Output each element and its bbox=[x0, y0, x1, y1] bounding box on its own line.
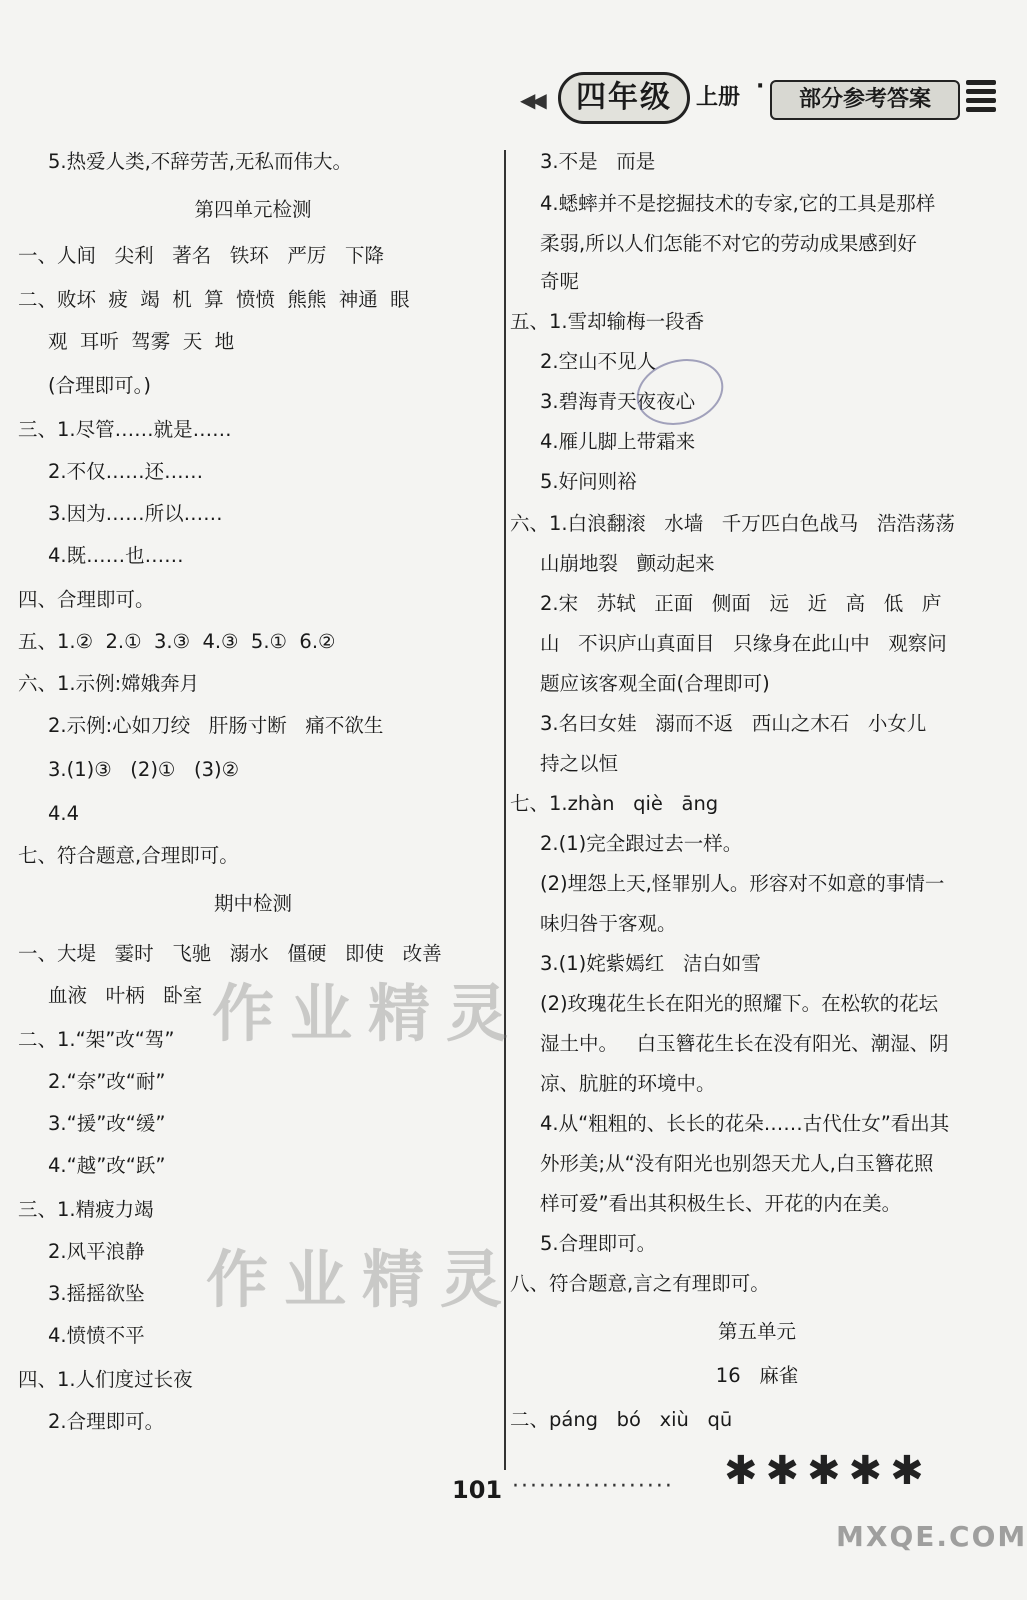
stars-decoration-icon: ✱✱✱✱✱ bbox=[724, 1448, 932, 1494]
answer-line: 3.名曰女娃 溺而不返 西山之木石 小女儿 bbox=[540, 712, 927, 735]
answer-line: 味归咎于客观。 bbox=[540, 912, 677, 935]
answer-line: 4.蟋蟀并不是挖掘技术的专家,它的工具是那样 bbox=[540, 192, 936, 215]
answer-line: 一、大堤 霎时 飞驰 溺水 僵硬 即使 改善 bbox=[18, 942, 442, 965]
answer-line: 山 不识庐山真面目 只缘身在此山中 观察问 bbox=[540, 632, 947, 655]
answer-line: 持之以恒 bbox=[540, 752, 619, 775]
answer-line: 外形美;从“没有阳光也别怨天尤人,白玉簪花照 bbox=[540, 1152, 934, 1175]
grade-badge: 四年级 bbox=[558, 72, 690, 124]
page-header bbox=[520, 70, 996, 130]
answer-line: 五、1.雪却输梅一段香 bbox=[510, 310, 705, 333]
answer-line: 5.热爱人类,不辞劳苦,无私而伟大。 bbox=[48, 150, 353, 173]
answer-line: 四、1.人们度过长夜 bbox=[18, 1368, 193, 1391]
answer-line: 3.因为……所以…… bbox=[48, 502, 223, 525]
answer-line: 凉、肮脏的环境中。 bbox=[540, 1072, 716, 1095]
answer-line: 观 耳听 驾雾 天 地 bbox=[48, 330, 235, 353]
answer-line: 4.雁儿脚上带霜来 bbox=[540, 430, 696, 453]
answer-line: 山崩地裂 颤动起来 bbox=[540, 552, 715, 575]
answer-line: 2.“奈”改“耐” bbox=[48, 1070, 166, 1093]
answer-line: 3.(1)姹紫嫣红 洁白如雪 bbox=[540, 952, 761, 975]
answer-line: 2.示例:心如刀绞 肝肠寸断 痛不欲生 bbox=[48, 714, 384, 737]
answer-line: 血液 叶柄 卧室 bbox=[48, 984, 203, 1007]
answer-line: (2)埋怨上天,怪罪别人。形容对不如意的事情一 bbox=[540, 872, 945, 895]
answer-line: 5.合理即可。 bbox=[540, 1232, 657, 1255]
answer-line: 一、人间 尖利 著名 铁环 严厉 下降 bbox=[18, 244, 384, 267]
watermark: 作业精灵 bbox=[212, 977, 525, 1050]
answer-line: 3.不是 而是 bbox=[540, 150, 656, 173]
answer-line: 湿土中。 白玉簪花生长在没有阳光、潮湿、阴 bbox=[540, 1032, 949, 1055]
footer-dots: ·················· bbox=[512, 1474, 674, 1499]
answer-line: 2.合理即可。 bbox=[48, 1410, 165, 1433]
answer-line: 3.摇摇欲坠 bbox=[48, 1282, 145, 1305]
section-heading: 第五单元 bbox=[717, 1320, 796, 1343]
answer-line: 六、1.示例:嫦娥奔月 bbox=[18, 672, 200, 695]
section-heading: 16 麻雀 bbox=[715, 1364, 799, 1387]
volume-label: 上册 bbox=[696, 85, 741, 110]
answer-line: 柔弱,所以人们怎能不对它的劳动成果感到好 bbox=[540, 232, 917, 255]
answer-line: 三、1.尽管……就是…… bbox=[18, 418, 232, 441]
page-number: 101 bbox=[452, 1476, 503, 1504]
double-arrow-left-icon: ◀◀ bbox=[520, 88, 543, 112]
site-watermark: MXQE.COM bbox=[836, 1520, 1027, 1553]
answer-line: 4.4 bbox=[48, 802, 80, 825]
answer-line: (2)玫瑰花生长在阳光的照耀下。在松软的花坛 bbox=[540, 992, 939, 1015]
answer-line: 4.既……也…… bbox=[48, 544, 184, 567]
section-heading: 第四单元检测 bbox=[194, 198, 312, 221]
answer-title-badge: 部分参考答案 bbox=[770, 80, 960, 120]
section-heading: 期中检测 bbox=[213, 892, 292, 915]
stripes-icon bbox=[966, 76, 996, 122]
answer-line: 五、1.② 2.① 3.③ 4.③ 5.① 6.② bbox=[18, 630, 336, 653]
answer-line: 四、合理即可。 bbox=[18, 588, 155, 611]
answer-line: 七、1.zhàn qiè āng bbox=[510, 792, 719, 815]
answer-line: 4.愤愤不平 bbox=[48, 1324, 145, 1347]
answer-line: 八、符合题意,言之有理即可。 bbox=[510, 1272, 770, 1295]
answer-line: 样可爱”看出其积极生长、开花的内在美。 bbox=[540, 1192, 902, 1215]
answer-line: 二、1.“架”改“驾” bbox=[18, 1028, 175, 1051]
answer-line: 二、败坏 疲 竭 机 算 愤愤 熊熊 神通 眼 bbox=[18, 288, 410, 311]
answer-line: 二、páng bó xiù qū bbox=[510, 1408, 733, 1431]
answer-line: 3.碧海青天夜夜心 bbox=[540, 390, 696, 413]
watermark: 作业精灵 bbox=[206, 1243, 519, 1316]
answer-line: 3.“援”改“缓” bbox=[48, 1112, 166, 1135]
answer-line: 3.(1)③ (2)① (3)② bbox=[48, 758, 240, 781]
answer-line: 2.风平浪静 bbox=[48, 1240, 145, 1263]
answer-line: 三、1.精疲力竭 bbox=[18, 1198, 154, 1221]
answer-line: 奇呢 bbox=[540, 270, 580, 293]
answer-line: 2.空山不见人 bbox=[540, 350, 657, 373]
answer-line: (合理即可。) bbox=[48, 374, 151, 397]
answer-line: 2.不仅……还…… bbox=[48, 460, 204, 483]
answer-line: 5.好问则裕 bbox=[540, 470, 637, 493]
answer-line: 2.宋 苏轼 正面 侧面 远 近 高 低 庐 bbox=[540, 592, 942, 615]
answer-line: 4.“越”改“跃” bbox=[48, 1154, 166, 1177]
answer-line: 4.从“粗粗的、长长的花朵……古代仕女”看出其 bbox=[540, 1112, 950, 1135]
answer-line: 七、符合题意,合理即可。 bbox=[18, 844, 239, 867]
answer-line: 2.(1)完全跟过去一样。 bbox=[540, 832, 743, 855]
answer-line: 题应该客观全面(合理即可) bbox=[540, 672, 770, 695]
header-separator: · bbox=[756, 74, 765, 99]
answer-line: 六、1.白浪翻滚 水墙 千万匹白色战马 浩浩荡荡 bbox=[510, 512, 955, 535]
